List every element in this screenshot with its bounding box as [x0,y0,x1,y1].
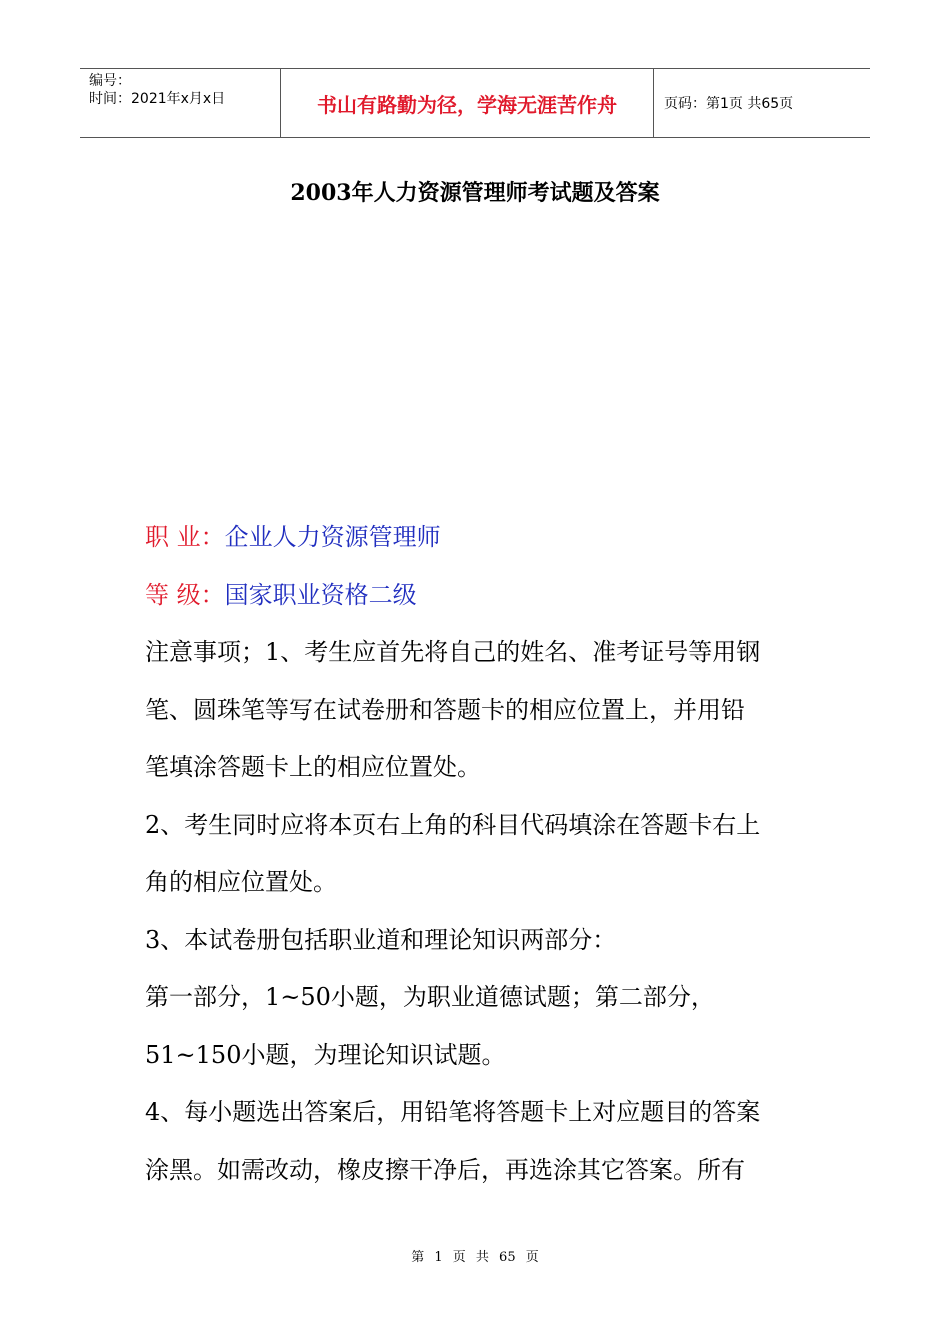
paragraph-line: 4、每小题选出答案后，用铅笔将答题卡上对应题目的答案 [145,1098,761,1126]
level-line [145,572,815,630]
paragraph-line: 51~150小题，为理论知识试题。 [145,1040,506,1069]
paragraph-line: 2、考生同时应将本页右上角的科目代码填涂在答题卡右上 [145,810,761,839]
occupation-value: 企业人力资源管理师 [224,523,441,551]
paragraph-line: 角的相应位置处。 [145,868,337,896]
paragraph-line: 注意事项；1、考生应首先将自己的姓名、准考证号等用钢 [145,638,761,666]
header-time: 时间：2021年x月x日 [89,91,226,107]
page-header [80,68,870,138]
document-body [145,514,815,1204]
header-meta [80,69,281,137]
header-page-info: 页码：第1页 共65页 [664,96,794,112]
paragraph-line: 第一部分，1~50小题，为职业道德试题；第二部分， [145,983,715,1011]
page-footer: 第 1 页 共 65 页 [411,1250,539,1265]
header-motto: 书山有路勤为径，学海无涯苦作舟 [281,69,654,137]
occupation-label: 职 业： [145,523,225,551]
header-number: 编号： [89,73,131,89]
occupation-line [145,514,815,572]
document-title: 2003年人力资源管理师考试题及答案 [290,180,660,206]
level-value: 国家职业资格二级 [224,580,417,609]
paragraph-line: 笔填涂答题卡上的相应位置处。 [145,753,481,781]
paragraph-line: 3、本试卷册包括职业道和理论知识两部分： [145,925,617,954]
paragraph-line: 笔、圆珠笔等写在试卷册和答题卡的相应位置上，并用铅 [145,695,745,724]
paragraph-line: 涂黑。如需改动，橡皮擦干净后，再选涂其它答案。所有 [145,1155,745,1184]
level-label: 等 级： [145,580,225,609]
